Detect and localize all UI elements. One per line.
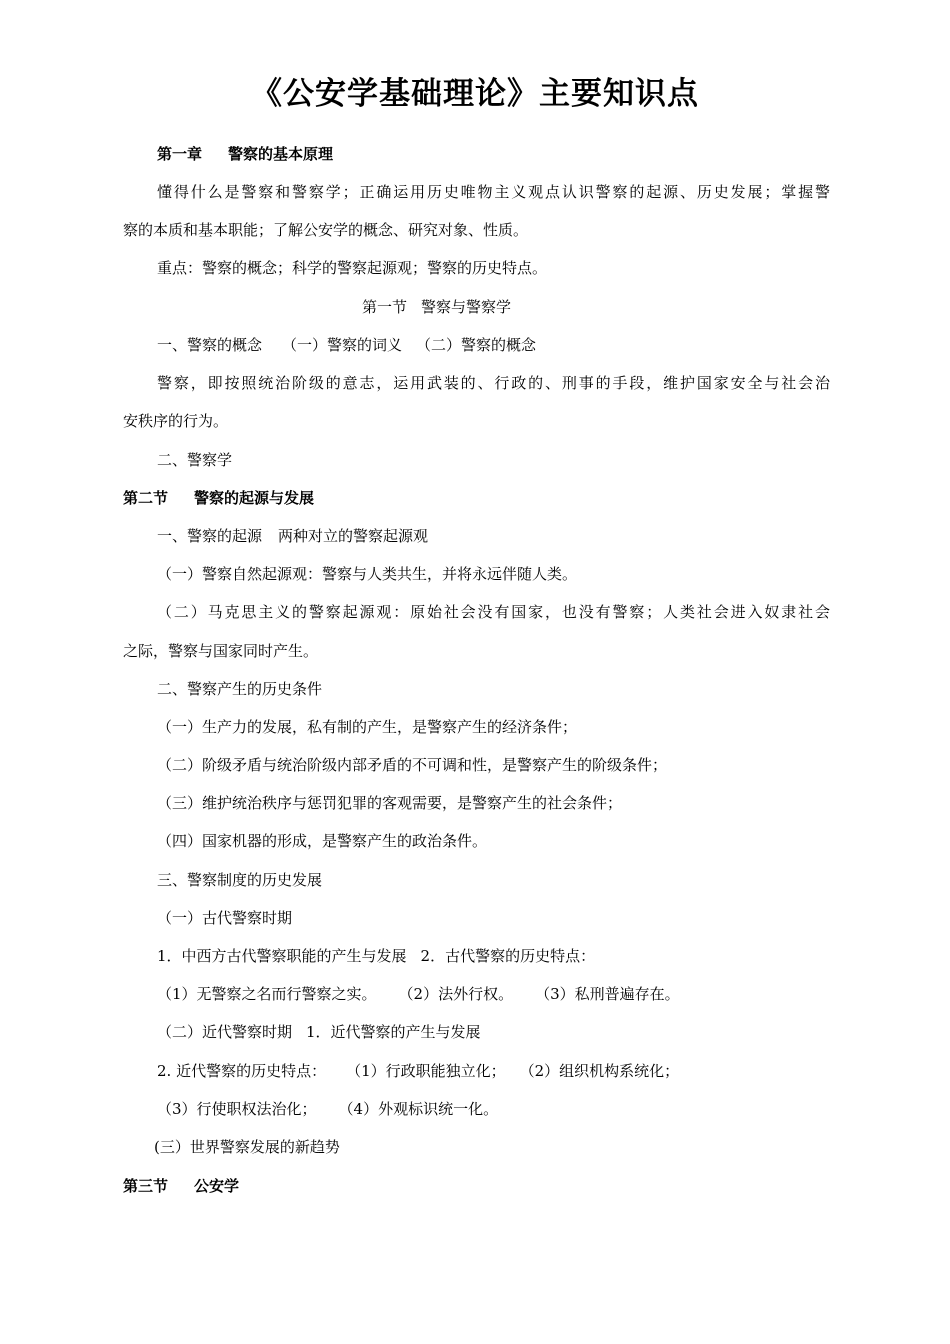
- s2-modern-trait-2: （2）组织机构系统化；: [519, 1062, 680, 1080]
- s2-modern-trait-4: （4）外观标识统一化。: [338, 1100, 499, 1118]
- s2-item-1: [157, 525, 428, 547]
- s1-item-1-title: 一、警察的概念: [157, 336, 263, 354]
- s2-modern-period: [157, 1021, 481, 1043]
- s2-ancient-points: [157, 945, 595, 967]
- intro-paragraph-line-1: 懂得什么是警察和警察学；正确运用历史唯物主义观点认识警察的起源、历史发展；掌握警: [157, 183, 830, 201]
- section-2-name: 警察的起源与发展: [194, 489, 315, 507]
- key-points: 重点：警察的概念；科学的警察起源观；警察的历史特点。: [157, 259, 548, 277]
- s2-condition-4: （四）国家机器的形成，是警察产生的政治条件。: [157, 832, 488, 850]
- chapter-label: 第一章: [157, 145, 203, 163]
- s2-origin-marxist-line-2: 之际，警察与国家同时产生。: [123, 642, 319, 660]
- s2-modern-point-2: 2. 近代警察的历史特点：: [157, 1062, 327, 1080]
- page-title: 《公安学基础理论》主要知识点: [251, 76, 699, 112]
- s2-ancient-period: （一）古代警察时期: [157, 909, 293, 927]
- chapter-heading: [157, 143, 333, 165]
- s2-item-3: 三、警察制度的历史发展: [157, 871, 323, 889]
- s1-item-1: [157, 334, 536, 356]
- s2-ancient-trait-3: （3）私刑普遍存在。: [535, 985, 680, 1003]
- s2-item-1-subtitle: 两种对立的警察起源观: [278, 527, 429, 545]
- s2-ancient-point-1: 1．中西方古代警察职能的产生与发展: [157, 947, 407, 965]
- s2-ancient-point-2: 2．古代警察的历史特点：: [420, 947, 596, 965]
- s2-modern-title: （二）近代警察时期: [157, 1023, 293, 1041]
- s2-condition-3: （三）维护统治秩序与惩罚犯罪的客观需要，是警察产生的社会条件；: [157, 794, 623, 812]
- s1-item-1-sub-a: （一）警察的词义: [282, 336, 403, 354]
- s1-item-2: 二、警察学: [157, 451, 233, 469]
- section-1-label: 第一节: [362, 298, 408, 316]
- s2-ancient-trait-2: （2）法外行权。: [398, 985, 514, 1003]
- s2-origin-marxist-line-1: （二）马克思主义的警察起源观：原始社会没有国家，也没有警察；人类社会进入奴隶社会: [157, 603, 830, 621]
- s2-modern-trait-1: （1）行政职能独立化；: [346, 1062, 506, 1080]
- section-3-label: 第三节: [123, 1177, 169, 1195]
- section-2-heading: [123, 487, 314, 509]
- s1-definition-line-2: 安秩序的行为。: [123, 412, 229, 430]
- section-2-label: 第二节: [123, 489, 169, 507]
- s2-origin-natural: （一）警察自然起源观：警察与人类共生，并将永远伴随人类。: [157, 565, 578, 583]
- s2-condition-1: （一）生产力的发展，私有制的产生，是警察产生的经济条件；: [157, 718, 578, 736]
- s2-condition-2: （二）阶级矛盾与统治阶级内部矛盾的不可调和性，是警察产生的阶级条件；: [157, 756, 668, 774]
- s2-modern-traits-line-2: [157, 1098, 498, 1120]
- s2-item-2: 二、警察产生的历史条件: [157, 680, 323, 698]
- chapter-name: 警察的基本原理: [228, 145, 334, 163]
- intro-paragraph-line-2: 察的本质和基本职能；了解公安学的概念、研究对象、性质。: [123, 221, 529, 239]
- s2-modern-trait-3: （3）行使职权法治化；: [157, 1100, 317, 1118]
- s1-item-1-sub-b: （二）警察的概念: [416, 336, 537, 354]
- s2-modern-traits-line-1: [157, 1060, 679, 1082]
- s2-ancient-trait-1: （1）无警察之名而行警察之实。: [157, 985, 377, 1003]
- s1-definition-line-1: 警察，即按照统治阶级的意志，运用武装的、行政的、刑事的手段，维护国家安全与社会治: [157, 374, 830, 392]
- s2-world-trend: (三）世界警察发展的新趋势: [154, 1138, 340, 1156]
- section-3-name: 公安学: [194, 1177, 240, 1195]
- s2-ancient-traits: [157, 983, 680, 1005]
- s2-item-1-title: 一、警察的起源: [157, 527, 263, 545]
- section-3-heading: [123, 1175, 239, 1197]
- section-1-heading: [362, 296, 511, 318]
- section-1-name: 警察与警察学: [421, 298, 512, 316]
- s2-modern-point-1: 1．近代警察的产生与发展: [306, 1023, 481, 1041]
